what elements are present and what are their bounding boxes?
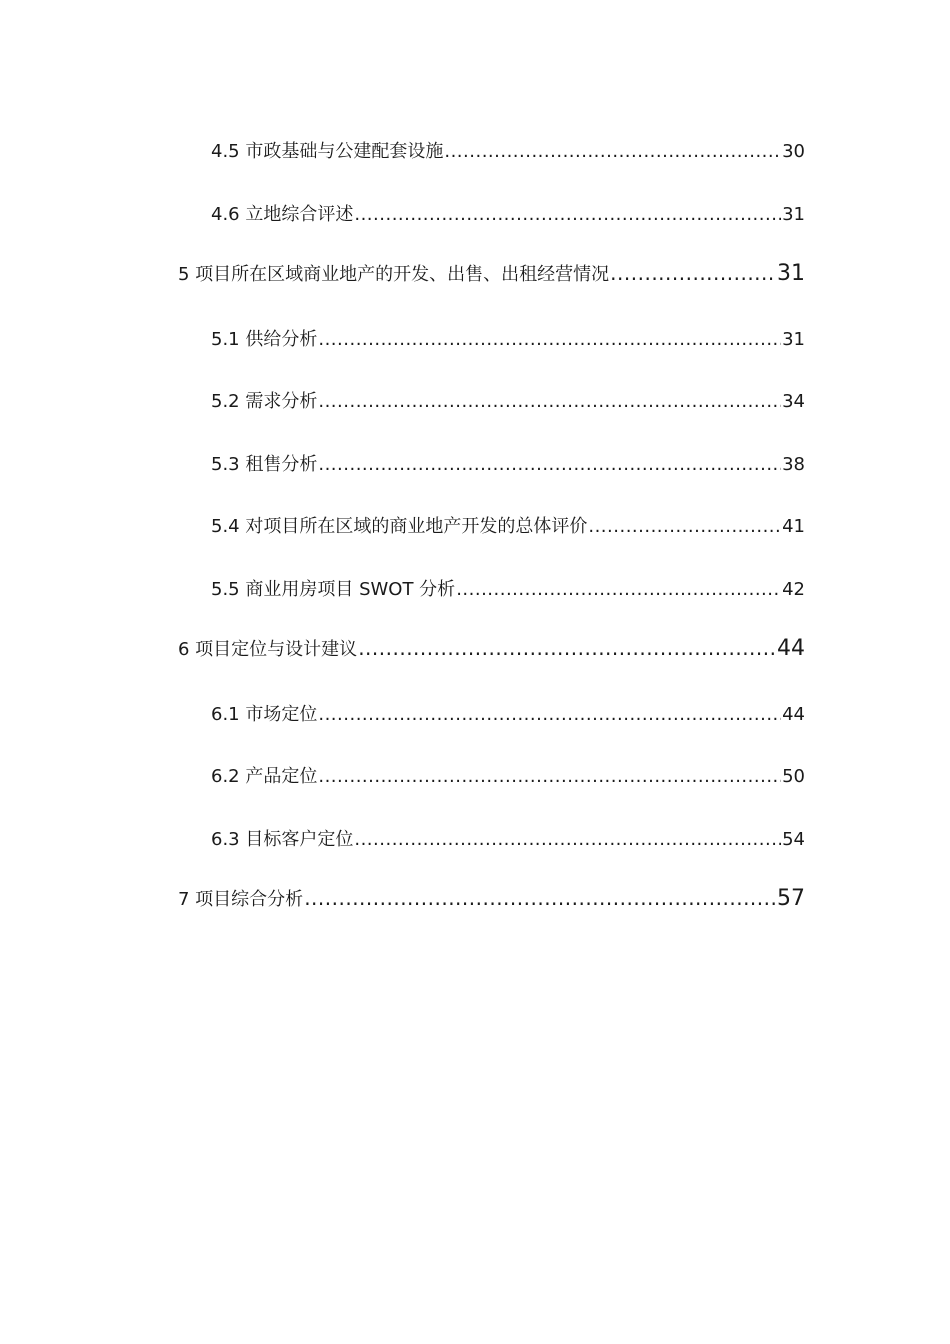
toc-entry-6-2[interactable] [211, 762, 805, 788]
toc-entry-title: 5.3 租售分析 [211, 454, 318, 475]
toc-entry-5[interactable] [178, 260, 805, 286]
toc-entry-4-6[interactable] [211, 200, 805, 226]
toc-entry-5-1[interactable] [211, 325, 805, 351]
toc-dot-leader [318, 454, 781, 475]
toc-dot-leader [588, 516, 781, 537]
toc-entry-5-4[interactable] [211, 512, 805, 538]
toc-page-number: 31 [782, 204, 805, 225]
toc-entry-6-1[interactable] [211, 700, 805, 726]
toc-entry-title: 5.1 供给分析 [211, 329, 318, 350]
toc-page-number: 50 [782, 766, 805, 787]
toc-entry-6[interactable] [178, 635, 805, 661]
toc-entry-title: 6.2 产品定位 [211, 766, 318, 787]
toc-entry-4-5[interactable] [211, 137, 805, 163]
toc-entry-5-2[interactable] [211, 387, 805, 413]
toc-dot-leader [318, 391, 781, 412]
toc-entry-title: 5.4 对项目所在区域的商业地产开发的总体评价 [211, 516, 588, 537]
toc-page-number: 34 [782, 391, 805, 412]
toc-page-number: 44 [777, 636, 805, 661]
toc-entry-title: 6 项目定位与设计建议 [178, 639, 358, 660]
toc-dot-leader [304, 886, 776, 910]
toc-entry-7[interactable] [178, 885, 805, 911]
toc-dot-leader [358, 636, 776, 660]
toc-dot-leader [318, 329, 781, 350]
toc-dot-leader [354, 204, 781, 225]
toc-entry-title: 4.5 市政基础与公建配套设施 [211, 141, 444, 162]
toc-entry-6-3[interactable] [211, 825, 805, 851]
toc-entry-title: 7 项目综合分析 [178, 889, 304, 910]
toc-page-number: 38 [782, 454, 805, 475]
toc-entry-title: 6.3 目标客户定位 [211, 829, 354, 850]
toc-entry-5-5[interactable] [211, 575, 805, 601]
toc-entry-title: 5.5 商业用房项目 SWOT 分析 [211, 579, 456, 600]
toc-dot-leader [456, 579, 781, 600]
toc-dot-leader [354, 829, 781, 850]
toc-dot-leader [318, 766, 781, 787]
toc-entry-title: 6.1 市场定位 [211, 704, 318, 725]
toc-page-number: 54 [782, 829, 805, 850]
toc-dot-leader [444, 141, 781, 162]
toc-page-number: 44 [782, 704, 805, 725]
toc-page-number: 41 [782, 516, 805, 537]
toc-entry-title: 4.6 立地综合评述 [211, 204, 354, 225]
toc-page-number: 42 [782, 579, 805, 600]
toc-page-number: 31 [782, 329, 805, 350]
toc-entry-title: 5 项目所在区域商业地产的开发、出售、出租经营情况 [178, 264, 610, 285]
toc-dot-leader [610, 261, 776, 285]
toc-entry-5-3[interactable] [211, 450, 805, 476]
toc-page-number: 57 [777, 886, 805, 911]
toc-page-number: 31 [777, 261, 805, 286]
toc-entry-title: 5.2 需求分析 [211, 391, 318, 412]
toc-dot-leader [318, 704, 781, 725]
toc-page-number: 30 [782, 141, 805, 162]
